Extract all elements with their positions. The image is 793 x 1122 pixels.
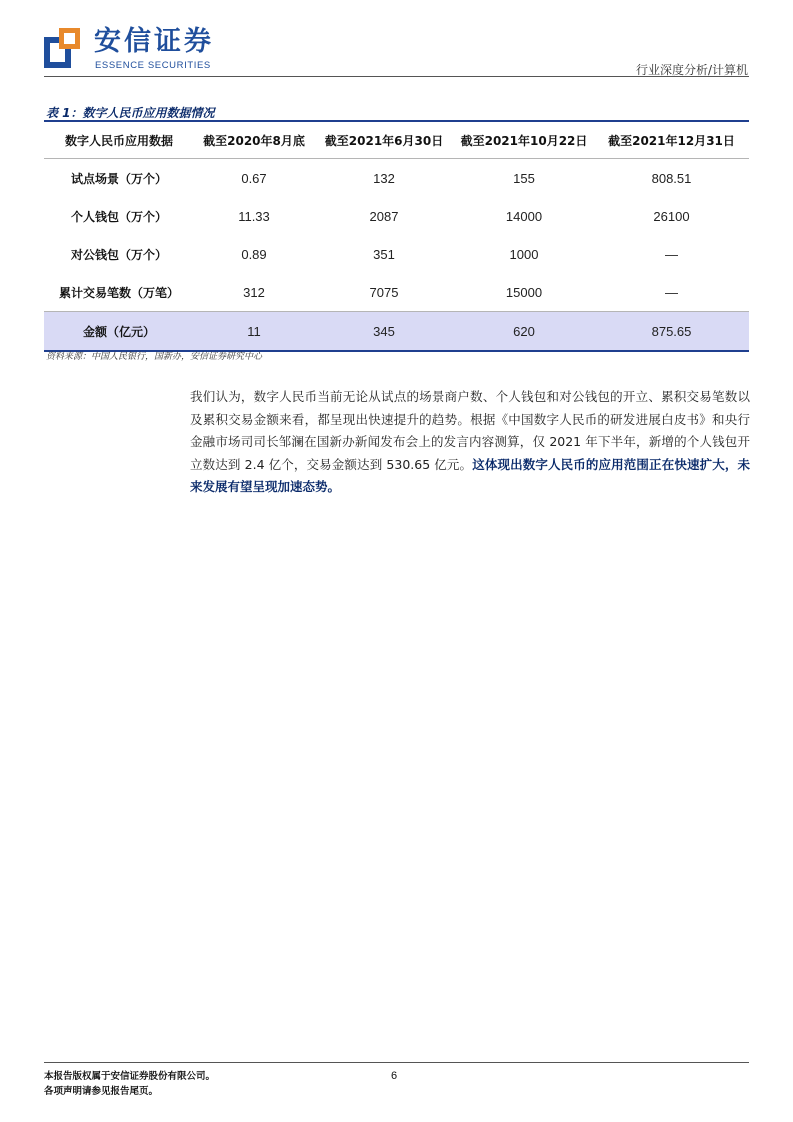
- table-cell: 0.89: [241, 246, 267, 262]
- page-number: 6: [391, 1070, 398, 1082]
- footer-divider: [44, 1062, 749, 1063]
- paragraph-emphasis: 这体现出数字人民币的应用范围正在快速扩大，未来发展有望呈现加速态势。: [190, 456, 750, 494]
- brand-name-cn: 安信证券: [94, 26, 214, 57]
- table-cell: 132: [373, 170, 395, 186]
- table-cell: 7075: [369, 284, 399, 300]
- table-total-row: [44, 312, 749, 352]
- table-cell: 15000: [505, 284, 543, 300]
- data-table: [44, 122, 749, 352]
- disclaimer-line: 各项声明请参见报告尾页。: [44, 1086, 159, 1097]
- table-row: [44, 235, 749, 273]
- row-label: 试点场景（万个）: [70, 171, 167, 186]
- paragraph-text: 我们认为，数字人民币当前无论从试点的场景商户数、个人钱包和对公钱包的开立、累积交易笔数以及累积交易金额来看，都呈现出快速提升的趋势。根据《中国数字人民币的研发进展白皮书》和央行金融市场司司长邹澜在国新办新闻发布会上的发言内容测算，仅 2021 年下半年，新增的个人钱包开立数达到 2.4 亿个，交易金额达到 530.65 亿元。: [190, 389, 750, 472]
- row-label: 金额（亿元）: [44, 312, 194, 352]
- table-cell: 0.67: [241, 170, 267, 186]
- footer-disclaimer: [44, 1069, 215, 1099]
- table-row: [44, 273, 749, 312]
- report-category: 行业深度分析/计算机: [635, 63, 748, 77]
- table-header-row: [44, 122, 749, 159]
- table-cell: 312: [243, 284, 265, 300]
- table-cell: —: [665, 284, 678, 300]
- header-divider: [44, 76, 749, 77]
- brand-name-en: ESSENCE SECURITIES: [95, 60, 211, 71]
- column-header: 数字人民币应用数据: [44, 122, 194, 159]
- table-title: 表 1：数字人民币应用数据情况: [46, 106, 215, 120]
- row-label: 个人钱包（万个）: [70, 209, 167, 224]
- row-label: 对公钱包（万个）: [70, 247, 167, 262]
- table-cell: 11: [194, 312, 314, 352]
- table-cell: 1000: [509, 246, 539, 262]
- table-cell: 351: [373, 246, 395, 262]
- column-header: 截至2021年6月30日: [314, 122, 454, 159]
- essence-logo: [44, 28, 80, 68]
- table-source-note: 资料来源：中国人民银行，国新办，安信证券研究中心: [46, 352, 263, 362]
- table-cell: —: [665, 246, 678, 262]
- table-cell: 2087: [369, 208, 399, 224]
- column-header: 截至2021年12月31日: [594, 122, 749, 159]
- analysis-paragraph: [190, 386, 750, 499]
- table-cell: 11.33: [238, 208, 270, 224]
- table-row: [44, 197, 749, 235]
- table-cell: 808.51: [651, 170, 692, 186]
- row-label: 累计交易笔数（万笔）: [58, 285, 179, 300]
- table-cell: 875.65: [594, 312, 749, 352]
- table-cell: 155: [513, 170, 535, 186]
- column-header: 截至2021年10月22日: [454, 122, 594, 159]
- column-header: 截至2020年8月底: [194, 122, 314, 159]
- table-cell: 14000: [505, 208, 543, 224]
- table-row: [44, 159, 749, 198]
- table-cell: 620: [454, 312, 594, 352]
- table-cell: 345: [314, 312, 454, 352]
- copyright-line: 本报告版权属于安信证券股份有限公司。: [44, 1071, 216, 1082]
- table-cell: 26100: [653, 208, 690, 224]
